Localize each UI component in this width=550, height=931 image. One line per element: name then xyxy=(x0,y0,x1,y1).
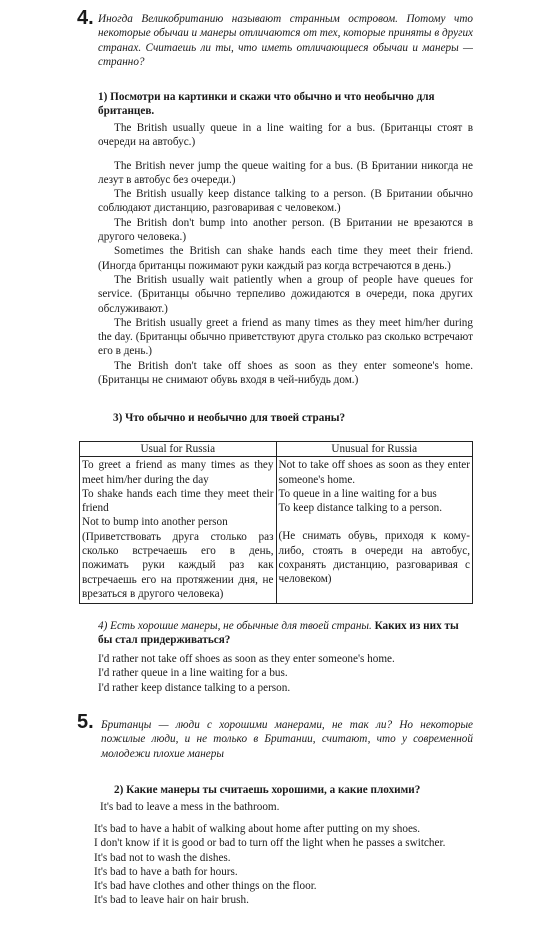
unusual-item: To queue in a line waiting for a bus xyxy=(278,487,437,500)
exercise-4-number: 4. xyxy=(77,7,94,29)
paragraph: The British don't take off shoes as soon as they enter someone's home. (Британцы не снимают обувь входя в чей-нибудь дом.) xyxy=(98,359,473,387)
task-4-heading-bold: Каких из них ты бы стал придерживаться? xyxy=(98,620,459,647)
answer-line: I'd rather not take off shoes as soon as they enter someone's home. xyxy=(98,653,395,665)
paragraph: The British usually queue in a line waiting for a bus. (Британцы стоят в очереди на автобус.) xyxy=(98,122,473,149)
paragraph: Sometimes the British can shake hands each time they meet their friend. (Иногда британцы пожимают руки каждый раз когда встречаются в день.) xyxy=(98,245,473,272)
task-4-heading-italic: 4) Есть хорошие манеры, не обычные для твоей страны. xyxy=(98,620,372,632)
paragraph: I don't know if it is good or bad to turn off the light when he passes a switcher. xyxy=(94,837,446,850)
exercise-4-intro: Иногда Великобританию называют странным островом. Потому что некоторые обычаи и манеры отличаются от тех, которые приняты в других странах. Считаешь ли ты, что иметь отличающиеся обычаи и манеры — странно? xyxy=(98,13,473,68)
answer-line: It's bad to leave a mess in the bathroom. xyxy=(100,801,280,813)
unusual-item: Not to take off shoes as soon as they enter someone's home. xyxy=(278,459,470,486)
usual-item: (Приветствовать друга столько раз сколько встречаешь его в день, пожимать руки каждый раз как встречаешь его на протяжении дня, не врезаться в другого человека) xyxy=(82,530,274,600)
answer-line: It's bad have clothes and other things on the floor. xyxy=(94,880,317,893)
table-header-unusual: Unusual for Russia xyxy=(276,442,473,457)
exercise-5-intro: Британцы — люди с хорошими манерами, не так ли? Но некоторые пожилые люди, и не только в Британии, считают, что у современной молодежи плохие манеры xyxy=(101,719,473,760)
paragraph: The British don't bump into another person. (В Британии не врезаются в другого человека.) xyxy=(98,216,473,244)
usual-item: To greet a friend as many times as they meet him/her during the day xyxy=(82,459,274,486)
task-4-lines xyxy=(98,652,473,695)
table-cell-usual xyxy=(80,457,277,604)
paragraph: The British usually greet a friend as many times as they meet him/her during the day. (Британцы обычно приветствуют друга столько раз сколько встречают его в день.) xyxy=(98,316,473,358)
paragraph: It's bad to have a habit of walking about home after putting on my shoes. xyxy=(94,823,421,835)
table-header-usual: Usual for Russia xyxy=(80,442,277,457)
unusual-item: To keep distance talking to a person. xyxy=(278,502,443,515)
task-2-answers xyxy=(78,822,473,908)
answer-line: It's bad to have a bath for hours. xyxy=(94,865,238,878)
task-1-paragraphs xyxy=(98,121,473,387)
usual-unusual-table xyxy=(79,441,473,604)
exercise-5-number: 5. xyxy=(77,711,94,733)
usual-item: Not to bump into another person xyxy=(82,516,228,529)
unusual-item: (Не снимать обувь, приходя к кому-либо, стоять в очереди на автобус, сохранять дистанцию, разговаривая с человеком) xyxy=(278,530,470,586)
answer-list xyxy=(78,851,473,908)
usual-item: To shake hands each time they meet their friend xyxy=(82,487,274,515)
answer-line: It's bad to leave hair on hair brush. xyxy=(94,894,249,907)
answer-line: I'd rather queue in a line waiting for a bus. xyxy=(98,667,288,680)
table-cell-unusual xyxy=(276,457,473,604)
task-1-heading: 1) Посмотри на картинки и скажи что обычно и что необычно для британцев. xyxy=(98,91,435,118)
paragraph: The British never jump the queue waiting for a bus. (В Британии никогда не лезут в автобус без очереди.) xyxy=(98,159,473,186)
task-3-heading: 3) Что обычно и необычно для твоей страны? xyxy=(113,412,346,424)
task-2-heading: 2) Какие манеры ты считаешь хорошими, а какие плохими? xyxy=(114,784,421,796)
paragraph: The British usually keep distance talking to a person. (В Британии обычно соблюдают дистанцию, разговаривая с человеком.) xyxy=(98,188,473,215)
paragraph: The British usually wait patiently when a group of people have queues for service. (Британцы обычно терпеливо дожидаются в очереди, пока других обслуживают.) xyxy=(98,273,473,315)
answer-line: I'd rather keep distance talking to a person. xyxy=(98,681,291,694)
task-4-heading xyxy=(98,619,473,648)
answer-line: It's bad not to wash the dishes. xyxy=(94,851,231,864)
